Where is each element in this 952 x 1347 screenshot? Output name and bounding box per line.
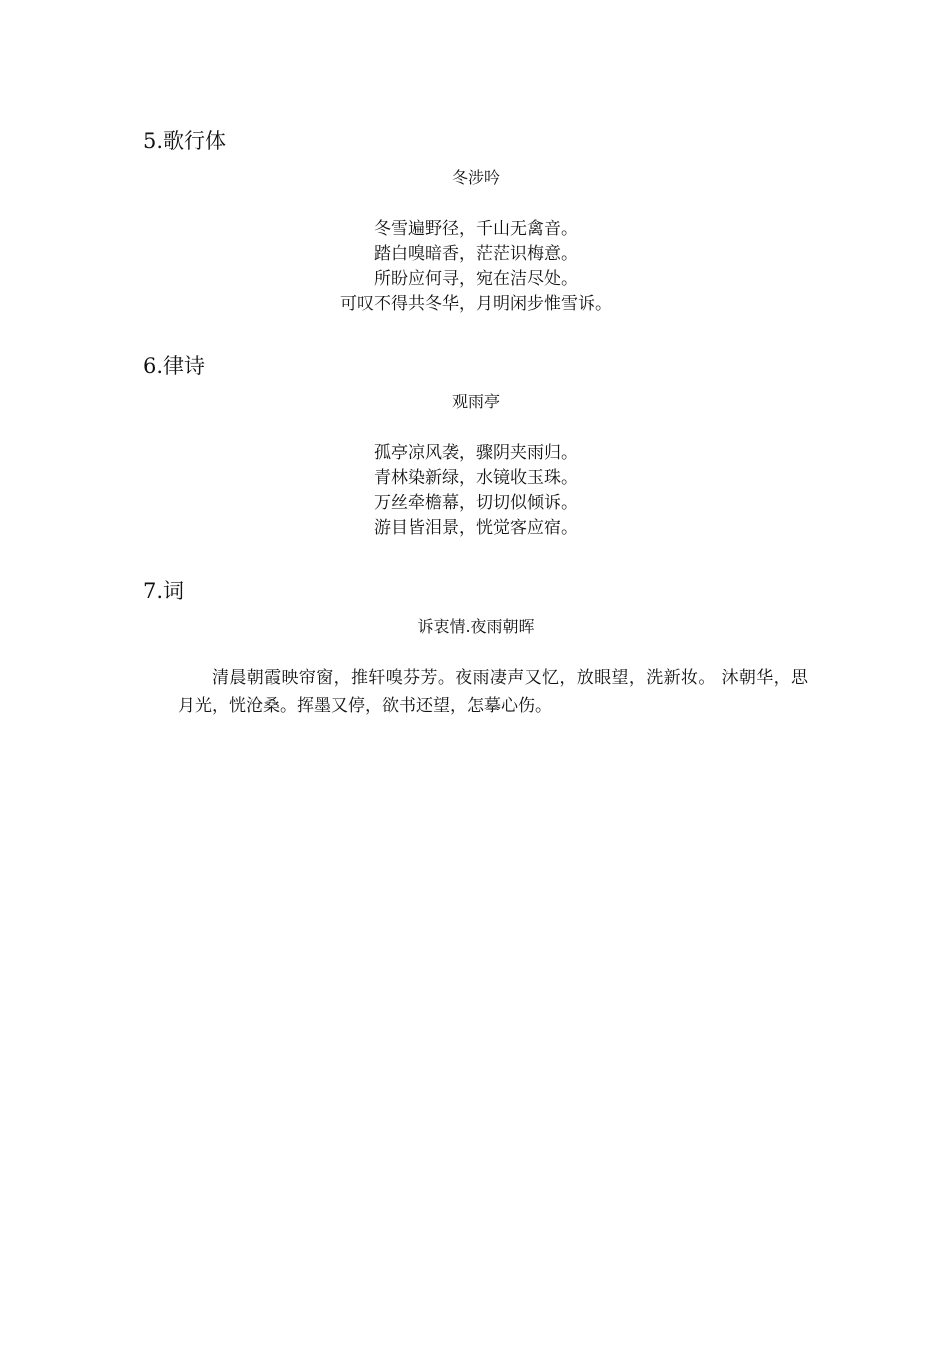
poem-title: 冬涉吟 <box>451 168 500 187</box>
poem-line: 冬雪遍野径，千山无禽音。 <box>374 219 578 239</box>
poem-line: 青林染新绿，水镜收玉珠。 <box>374 468 578 488</box>
poem-line: 万丝牵檐幕，切切似倾诉。 <box>374 493 578 513</box>
poem-line: 踏白嗅暗香，茫茫识梅意。 <box>374 244 578 264</box>
poem-line: 所盼应何寻，宛在洁尽处。 <box>374 269 578 289</box>
poem-line: 可叹不得共冬华，月明闲步惟雪诉。 <box>340 294 612 314</box>
ci-body-paragraph: 清晨朝霞映帘窗，推轩嗅芬芳。夜雨凄声又忆，放眼望，洗新妆。 沐朝华，思月光，恍沧桑。挥墨又停，欲书还望，怎摹心伤。 <box>178 668 808 716</box>
poem-title: 观雨亭 <box>451 392 500 411</box>
section-heading: 7.词 <box>143 579 185 603</box>
poem-title: 诉衷情.夜雨朝晖 <box>417 617 535 636</box>
poem-line: 孤亭凉风袭，骤阴夹雨归。 <box>374 443 578 463</box>
section-heading: 5.歌行体 <box>143 129 227 153</box>
poem-body <box>0 217 952 317</box>
section-heading: 6.律诗 <box>143 354 206 378</box>
poem-line: 游目皆泪景，恍觉客应宿。 <box>374 518 578 538</box>
poem-body <box>0 441 952 541</box>
